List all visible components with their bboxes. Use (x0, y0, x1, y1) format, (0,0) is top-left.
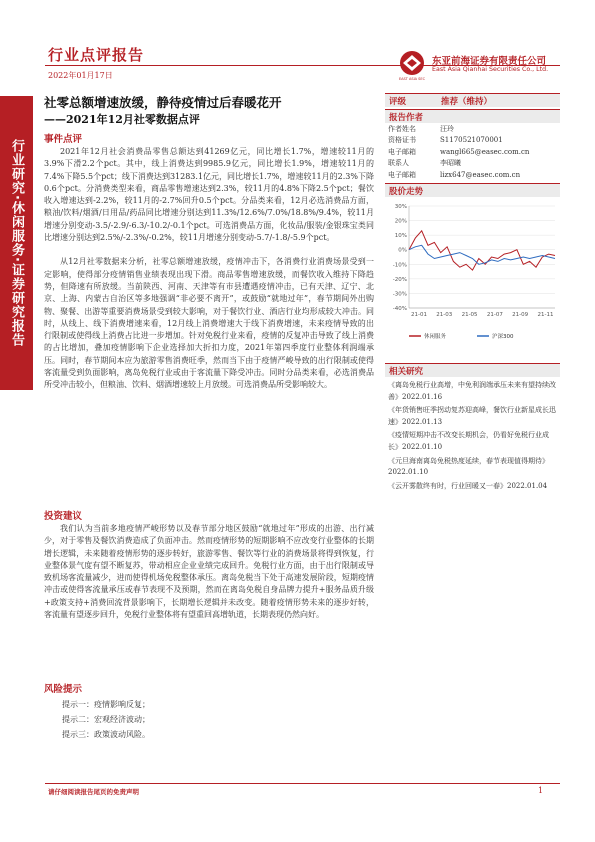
x-tick-label: 21-05 (461, 312, 478, 318)
company-name-cn: 东亚前海证券有限责任公司 (432, 56, 547, 67)
related-item[interactable]: 《年货销售旺季拐动复苏迎高峰，餐饮行业新星成长迅速》2022.01.13 (388, 406, 556, 426)
rating-value: 推荐（维持） (441, 97, 493, 107)
y-tick-label: -30% (392, 291, 407, 298)
x-tick-label: 21-07 (486, 312, 503, 318)
events-body (44, 146, 374, 392)
y-tick-label: 30% (394, 204, 407, 210)
related-item[interactable]: 《疫情短期冲击不改变长期机会，仍看好免税行业成长》2022.01.10 (388, 431, 549, 451)
page-number: 1 (538, 786, 544, 795)
report-date: 2022年01月17日 (48, 71, 113, 80)
section-risk-heading: 风险提示 (44, 684, 83, 695)
author-info (388, 124, 529, 181)
report-subtitle: ——2021年12月社零数据点评 (44, 113, 200, 126)
logo-text: EAST ASIA SEC (398, 77, 426, 81)
footer-disclaimer[interactable]: 请仔细阅读报告尾页的免责声明 (48, 788, 139, 796)
related-bar (385, 363, 560, 377)
footer-divider (45, 783, 560, 784)
legend-label: 休闲服务 (424, 334, 447, 340)
author-info-row: 电子邮箱 lizx647@easec.com.cn (388, 170, 521, 179)
risk-item: 提示三：政策波动风险。 (62, 730, 150, 739)
y-tick-label: 20% (394, 218, 407, 225)
rating-label: 评级 (389, 97, 407, 107)
advice-body (44, 523, 374, 621)
related-item[interactable]: 《离岛免税行业高增，中免利润端承压未来有望持续改善》2022.01.16 (388, 381, 556, 401)
events-paragraph: 从12月社零数据来分析，社零总额增速放缓，疫情冲击下，各消费行业消费场景受到一定影响，使得部分疫情销售业绩表现出现下滑。商品零售增速放缓，而餐饮收入维持下降趋势，但降速有所放缓。当前陕西、河南、天津等有市县遭遇疫情冲击，已有天津、辽宁、北京、上海、内蒙古自治区等多地强调“非必要不离开”，或鼓励“就地过年”，春节期间外出购物、聚餐、出游等重要消费场景受到较大影响，对于餐饮行业、酒店行业均形成较大冲击。同时，从线上、线下消费增速来看，12月线上消费增速大于线下消费增速，未来疫情导致的出行限制或使得线上消费占比进一步增加。针对免税行业来看，疫情的反复冲击导致了线上消费的占比增加，叠加疫情影响下企业选择加大折扣力度，2021年第四季度行业整体利润端承压。同时，春节期间本应为旅游零售消费旺季，然而当下由于疫情严峻导致的出行限制或使得客流量受到负面影响，离岛免税行业或由于客流量下降受冲击。同时分品类来看，必选消费品所受冲击较小，但粮油、饮料、烟酒增速较上月放缓。可选消费品所受影响较大。 (44, 257, 374, 390)
x-tick-label: 21-03 (436, 312, 453, 318)
trend-bar (385, 183, 560, 197)
author-info-row: 电子邮箱 wangl665@easec.com.cn (388, 147, 530, 156)
y-tick-label: 0% (398, 247, 407, 254)
advice-paragraph: 我们认为当前多地疫情严峻形势以及春节部分地区鼓励“就地过年”形成的出游、出行减少，对于零售及餐饮消费造成了负面冲击。然而疫情形势的短期影响不应改变行业整体的长期增长逻辑，未来随着疫情形势的逐步转好，旅游零售、餐饮等行业的消费场景将得到恢复，行业整体景气度有望不断复苏，带动相应企业业绩完成回升。免税行业方面，由于出行限制或导致机场客流量减少，进而使得机场免税整体承压。离岛免税当下处于高速发展阶段，短期疫情冲击或使得客流量承压或春节表现不及预期，然而在离岛免税自身品牌力提升+服务品质升级+政策支持+消费回流背景影响下，长期增长逻辑并未改变。随着疫情形势未来的逐步好转，客流量有望逐步回升，免税行业整体将有望重回高增轨道，长期表现仍然向好。 (44, 524, 374, 620)
report-title: 社零总额增速放缓，静待疫情过后春暖花开 (44, 95, 282, 110)
sidebar-banner: 行业研究·休闲服务·证券研究报告 (0, 96, 33, 390)
section-events-heading: 事件点评 (44, 134, 83, 145)
x-tick-label: 21-01 (411, 312, 427, 318)
author-info-row: 作者姓名 汪玲 (388, 125, 454, 133)
stock-trend-chart (385, 200, 560, 348)
y-tick-label: 10% (394, 233, 407, 240)
related-item[interactable]: 《元旦海南离岛免税热度延续，春节表现值得期待》2022.01.10 (388, 456, 549, 477)
report-category: 行业点评报告 (48, 46, 145, 64)
x-tick-label: 21-11 (537, 312, 554, 318)
related-list (388, 380, 558, 492)
author-info-row: 联系人 李昭曦 (388, 159, 461, 168)
trend-heading: 股价走势 (389, 187, 424, 197)
y-tick-label: -40% (392, 306, 407, 312)
related-item[interactable]: 《云开雾散终有时，行业回暖又一春》2022.01.04 (388, 481, 548, 490)
y-tick-label: -10% (392, 262, 407, 269)
company-name-en: East Asia Qianhai Securities Co., Ltd. (432, 66, 549, 73)
y-tick-label: -20% (392, 276, 407, 283)
rating-bar (385, 93, 560, 107)
related-heading: 相关研究 (389, 367, 424, 377)
author-info-row: 资格证书 S1170521070001 (388, 136, 503, 145)
risk-item: 提示二：宏观经济波动； (62, 715, 150, 724)
section-advice-heading: 投资建议 (44, 511, 83, 522)
events-paragraph: 2021年12月社会消费品零售总额达到41269亿元，同比增长1.7%，增速较11月的3.9%下滑2.2个pct。其中，线上消费达到9985.9亿元，同比增长1.9%，增速较11月的7.4%下降5.5个pct；线下消费达到31283.1亿元，同比增长1.7%，增速较11月的2.3%下降0.6个pct。分消费类型来看，商品零售增速达到2.3%，较11月的4.8%下降2.5个pct；餐饮收入增速达到-2.2%，较11月的-2.7%回升0.5个pct。分品类来看，12月必选消费品方面，粮油/饮料/烟酒/日用品/药品同比增速分别达到11.3%/12.6%/7.0%/18.8%/9.4%，较11月增速分别变动-3.5/-2.9/-6.3/-10.2/-0.1个pct。可选消费品方面，化妆品/服装/金银珠宝类同比增速分别达到2.5%/-2.3%/-0.2%，较11月增速分别变动-5.7/-1.8/-5.9个pct。 (44, 147, 374, 243)
x-tick-label: 21-09 (512, 312, 529, 318)
risk-item: 提示一：疫情影响反复； (62, 700, 150, 709)
risk-list (62, 697, 150, 742)
company-logo-icon (394, 48, 430, 84)
author-bar (385, 109, 560, 123)
author-heading: 报告作者 (389, 113, 424, 123)
legend-label: 沪深300 (492, 334, 514, 340)
